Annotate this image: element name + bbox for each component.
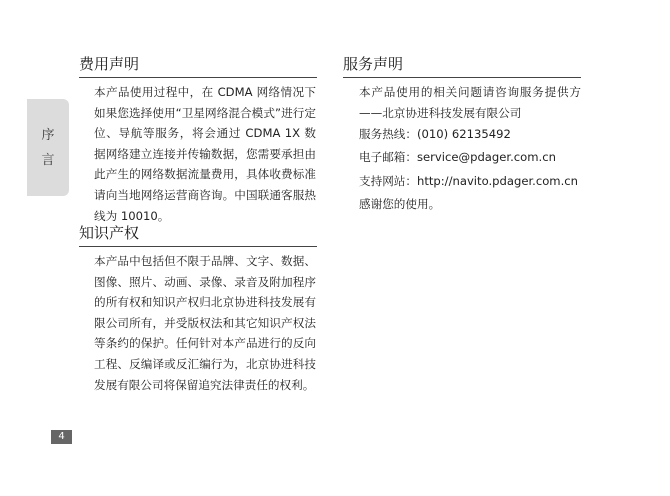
fee-statement-text: 本产品使用过程中，在 CDMA 网络情况下如果您选择使用“卫星网络混合模式”进行定位、导航等服务，将会通过 CDMA 1X 数据网络建立连接并传输数据，您需要承担由此产生的网络数据流量费用，具体收费标准请向当地网络运营商咨询。中国联通客服热线为 10010。 — [94, 85, 316, 223]
ip-text: 本产品中包括但不限于品牌、文字、数据、图像、照片、动画、录像、录音及附加程序的所有权和知识产权归北京协进科技发展有限公司所有，并受版权法和其它知识产权法等条约的保护。任何针对本产品进行的反向工程、反编译或反汇编行为，北京协进科技发展有限公司将保留追究法律责任的权利。 — [94, 254, 316, 392]
page-number: 4 — [51, 430, 72, 444]
service-statement-title: 服务声明 — [343, 57, 581, 78]
chapter-tab-char-2: 言 — [41, 152, 55, 168]
ip-title: 知识产权 — [79, 226, 317, 247]
thanks-text: 感谢您的使用。 — [359, 197, 441, 211]
chapter-tab — [27, 99, 69, 196]
service-statement-intro: 本产品使用的相关问题请咨询服务提供方——北京协进科技发展有限公司 — [359, 85, 581, 120]
fee-statement-title: 费用声明 — [79, 57, 317, 78]
service-website[interactable]: 支持网站：http://navito.pdager.com.cn — [359, 174, 579, 188]
service-hotline: 服务热线：(010) 62135492 — [359, 127, 511, 141]
service-email[interactable]: 电子邮箱：service@pdager.com.cn — [359, 150, 556, 164]
chapter-tab-char-1: 序 — [41, 127, 55, 143]
